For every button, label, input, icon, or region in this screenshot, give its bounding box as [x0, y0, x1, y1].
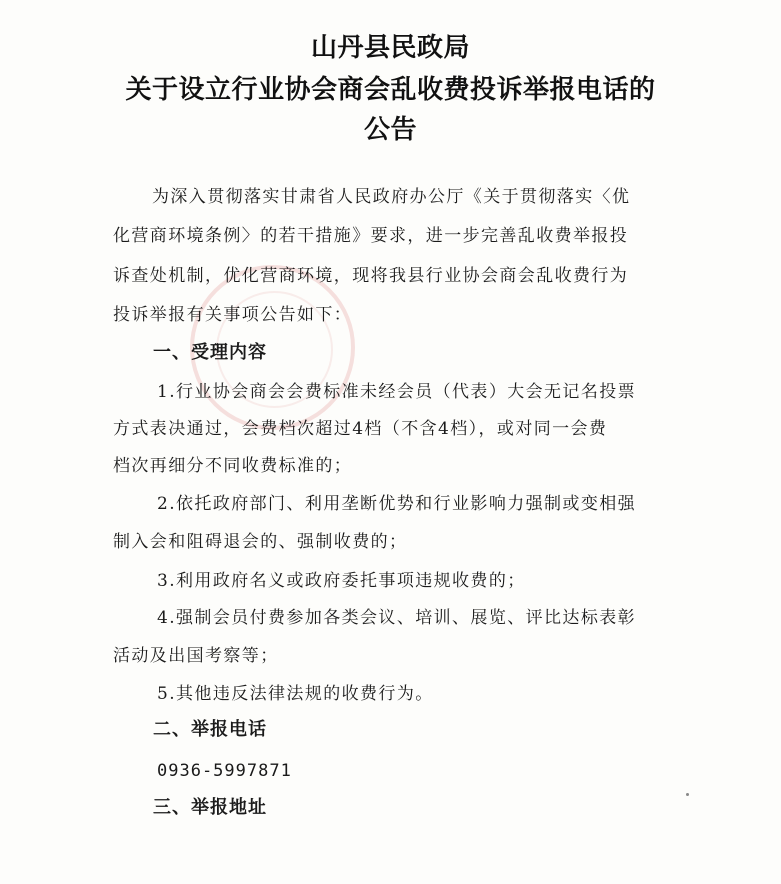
item-1-line-2: 方式表决通过，会费档次超过4档（不含4档），或对同一会费	[113, 419, 608, 439]
report-phone-number: 0936-5997871	[157, 761, 292, 781]
item-4-line-1: 4.强制会员付费参加各类会议、培训、展览、评比达标表彰	[157, 608, 637, 628]
intro-line-3: 诉查处机制，优化营商环境，现将我县行业协会商会乱收费行为	[113, 266, 629, 286]
item-1-line-3: 档次再细分不同收费标准的；	[113, 456, 353, 476]
section-heading-phone: 二、举报电话	[153, 719, 267, 740]
notice-title-end: 公告	[363, 115, 417, 145]
item-2-line-1: 2.依托政府部门、利用垄断优势和行业影响力强制或变相强	[157, 494, 637, 514]
item-3: 3.利用政府名义或政府委托事项违规收费的；	[157, 571, 526, 591]
scan-speck	[686, 793, 689, 796]
section-heading-address: 三、举报地址	[153, 797, 267, 818]
notice-title: 关于设立行业协会商会乱收费投诉举报电话的	[125, 75, 656, 105]
item-5: 5.其他违反法律法规的收费行为。	[157, 684, 434, 704]
section-heading-content: 一、受理内容	[153, 342, 267, 363]
intro-line-2: 化营商环境条例〉的若干措施》要求，进一步完善乱收费举报投	[113, 226, 629, 246]
intro-line-1: 为深入贯彻落实甘肃省人民政府办公厅《关于贯彻落实〈优	[152, 187, 631, 207]
issuer-title: 山丹县民政局	[310, 33, 470, 63]
item-4-line-2: 活动及出国考察等；	[113, 646, 279, 666]
item-1-line-1: 1.行业协会商会会费标准未经会员（代表）大会无记名投票	[157, 382, 637, 402]
intro-line-4: 投诉举报有关事项公告如下：	[113, 305, 353, 325]
item-2-line-2: 制入会和阻碍退会的、强制收费的；	[113, 532, 408, 552]
